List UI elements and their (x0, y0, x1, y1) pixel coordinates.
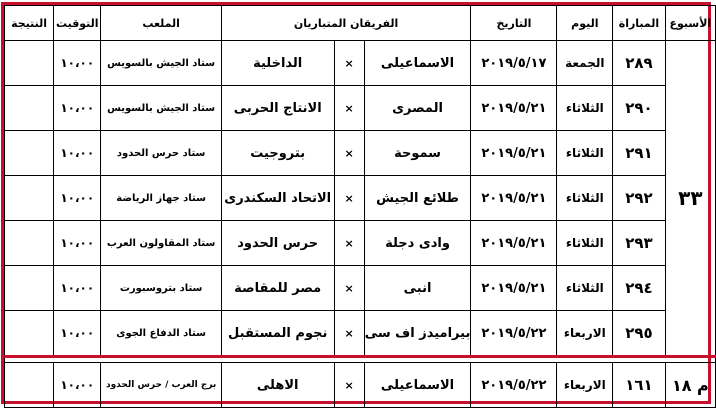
stadium: برج العرب / حرس الحدود (101, 363, 222, 408)
away-team: بتروجيت (221, 131, 334, 176)
match-day: الثلاثاء (557, 176, 613, 221)
vs-mark: × (334, 86, 364, 131)
table-row (5, 86, 716, 131)
match-number: ١٦١ (613, 363, 666, 408)
home-team: بيراميدز اف سى (364, 311, 471, 357)
table-row (5, 176, 716, 221)
match-number: ٢٨٩ (613, 41, 666, 86)
week-number: ٣٣ (665, 41, 715, 357)
vs-mark: × (334, 311, 364, 357)
match-day: الجمعة (557, 41, 613, 86)
match-day: الاربعاء (557, 311, 613, 357)
kickoff-time: ١٠،٠٠ (54, 266, 101, 311)
vs-mark: × (334, 266, 364, 311)
vs-mark: × (334, 221, 364, 266)
header-teams: الفريقان المتباريان (221, 6, 470, 41)
match-day: الثلاثاء (557, 86, 613, 131)
match-day: الاربعاء (557, 363, 613, 408)
match-date: ٢٠١٩/٥/٢٢ (471, 311, 557, 357)
match-number: ٢٩٠ (613, 86, 666, 131)
away-team: مصر للمقاصة (221, 266, 334, 311)
table-row (5, 221, 716, 266)
result-cell (5, 131, 54, 176)
result-cell (5, 363, 54, 408)
home-team: وادى دجلة (364, 221, 471, 266)
table-row (5, 311, 716, 357)
home-team: انبى (364, 266, 471, 311)
away-team: الداخلية (221, 41, 334, 86)
match-date: ٢٠١٩/٥/٢١ (471, 131, 557, 176)
kickoff-time: ١٠،٠٠ (54, 41, 101, 86)
match-number: ٢٩١ (613, 131, 666, 176)
stadium: ستاد الجيش بالسويس (101, 86, 222, 131)
header-time: التوقيت (54, 6, 101, 41)
kickoff-time: ١٠،٠٠ (54, 176, 101, 221)
stadium: ستاد جهاز الرياضة (101, 176, 222, 221)
match-date: ٢٠١٩/٥/٢١ (471, 266, 557, 311)
stadium: ستاد الجيش بالسويس (101, 41, 222, 86)
home-team: طلائع الجيش (364, 176, 471, 221)
table-row (5, 41, 716, 86)
result-cell (5, 86, 54, 131)
kickoff-time: ١٠،٠٠ (54, 221, 101, 266)
home-team: سموحة (364, 131, 471, 176)
match-date: ٢٠١٩/٥/٢١ (471, 176, 557, 221)
vs-mark: × (334, 363, 364, 408)
match-number: ٢٩٥ (613, 311, 666, 357)
week-number-postponed: م ١٨ (665, 363, 715, 408)
header-date: التاريخ (471, 6, 557, 41)
match-date: ٢٠١٩/٥/٢١ (471, 221, 557, 266)
table-row (5, 266, 716, 311)
match-date: ٢٠١٩/٥/٢٢ (471, 363, 557, 408)
home-team: الاسماعيلى (364, 363, 471, 408)
away-team: نجوم المستقبل (221, 311, 334, 357)
stadium: ستاد حرس الحدود (101, 131, 222, 176)
kickoff-time: ١٠،٠٠ (54, 363, 101, 408)
result-cell (5, 41, 54, 86)
match-day: الثلاثاء (557, 221, 613, 266)
stadium: ستاد بتروسبورت (101, 266, 222, 311)
match-day: الثلاثاء (557, 131, 613, 176)
match-number: ٢٩٣ (613, 221, 666, 266)
home-team: الاسماعيلى (364, 41, 471, 86)
fixtures-table (4, 5, 716, 408)
home-team: المصرى (364, 86, 471, 131)
vs-mark: × (334, 41, 364, 86)
away-team: الانتاج الحربى (221, 86, 334, 131)
vs-mark: × (334, 176, 364, 221)
stadium: ستاد الدفاع الجوى (101, 311, 222, 357)
table-row (5, 363, 716, 408)
away-team: الاتحاد السكندرى (221, 176, 334, 221)
match-date: ٢٠١٩/٥/٢١ (471, 86, 557, 131)
away-team: حرس الحدود (221, 221, 334, 266)
result-cell (5, 176, 54, 221)
header-day: اليوم (557, 6, 613, 41)
result-cell (5, 221, 54, 266)
match-number: ٢٩٢ (613, 176, 666, 221)
header-row (5, 6, 716, 41)
away-team: الاهلى (221, 363, 334, 408)
kickoff-time: ١٠،٠٠ (54, 311, 101, 357)
vs-mark: × (334, 131, 364, 176)
result-cell (5, 311, 54, 357)
header-match: المباراة (613, 6, 666, 41)
kickoff-time: ١٠،٠٠ (54, 86, 101, 131)
kickoff-time: ١٠،٠٠ (54, 131, 101, 176)
stadium: ستاد المقاولون العرب (101, 221, 222, 266)
header-result: النتيجة (5, 6, 54, 41)
match-day: الثلاثاء (557, 266, 613, 311)
match-date: ٢٠١٩/٥/١٧ (471, 41, 557, 86)
header-week: الأسبوع (665, 6, 715, 41)
table-row (5, 131, 716, 176)
result-cell (5, 266, 54, 311)
match-number: ٢٩٤ (613, 266, 666, 311)
header-stadium: الملعب (101, 6, 222, 41)
